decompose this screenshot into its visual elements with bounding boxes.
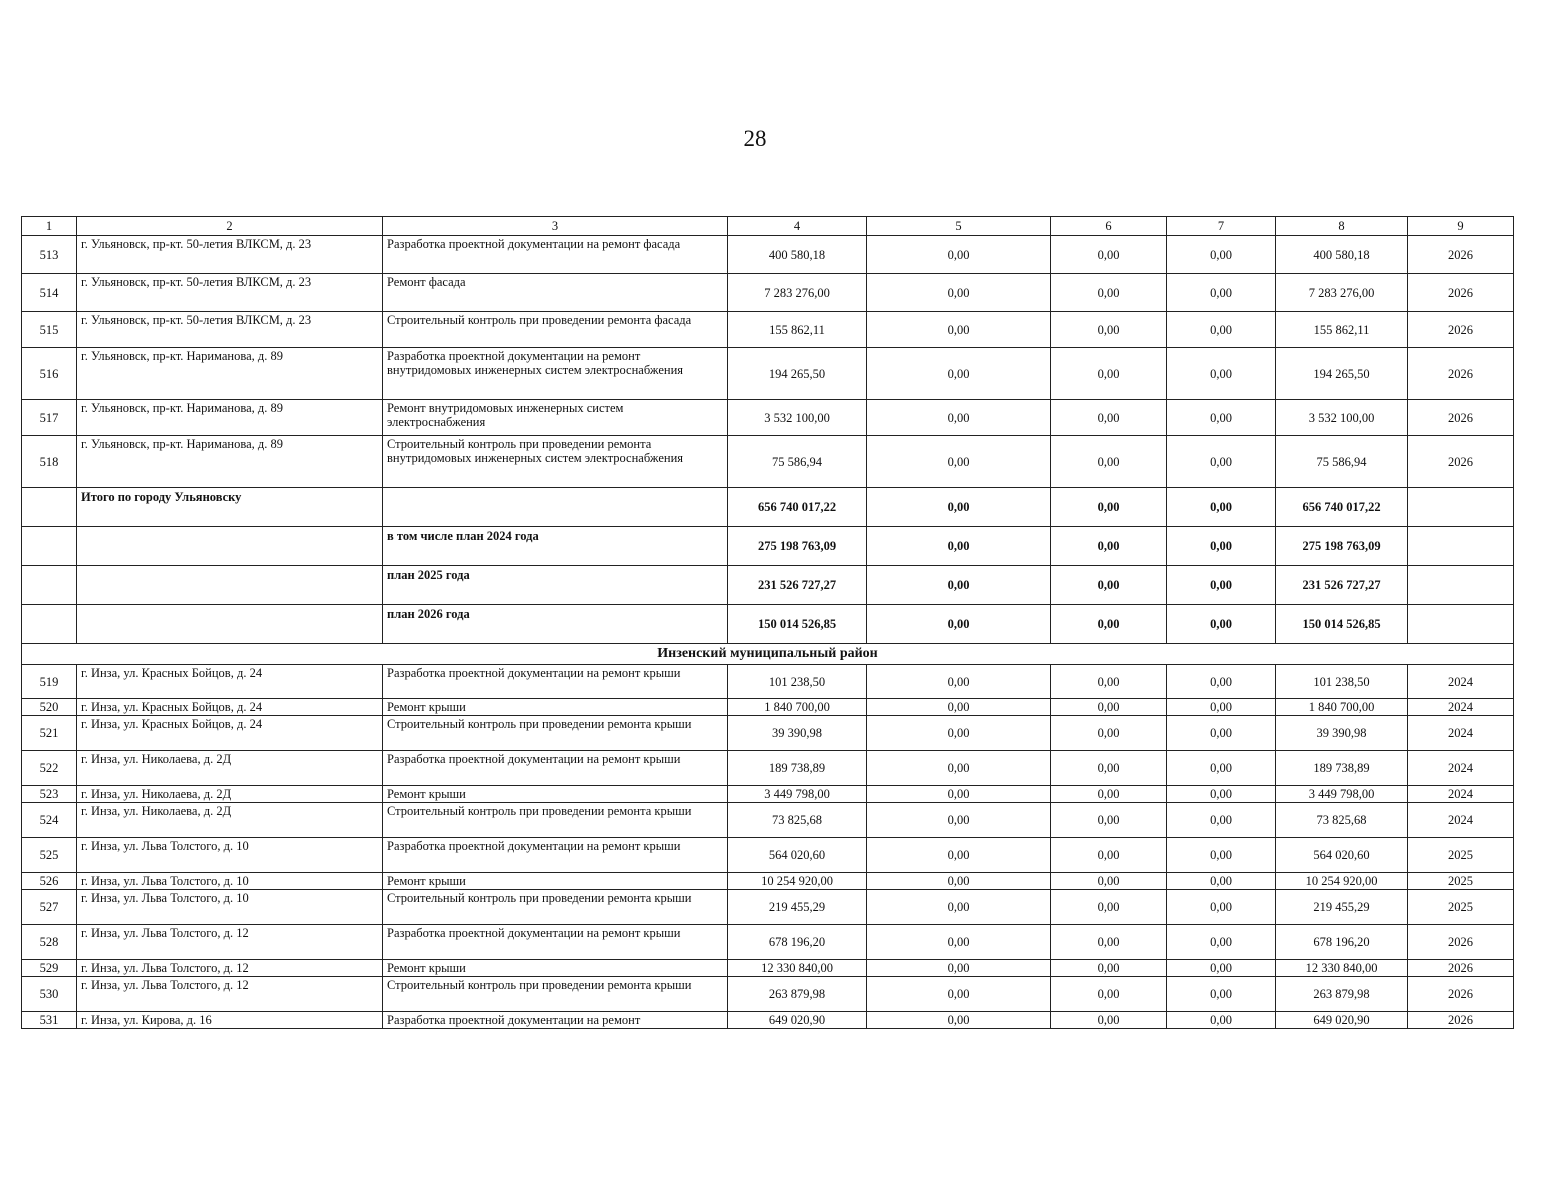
col7-cell: 0,00 bbox=[1167, 1012, 1276, 1029]
col7-cell: 0,00 bbox=[1167, 977, 1276, 1012]
col7-cell: 0,00 bbox=[1167, 925, 1276, 960]
col5-cell: 0,00 bbox=[867, 1012, 1051, 1029]
col7-cell: 0,00 bbox=[1167, 665, 1276, 699]
address-cell: г. Ульяновск, пр-кт. 50-летия ВЛКСМ, д. 23 bbox=[77, 312, 383, 348]
row-number: 525 bbox=[22, 838, 77, 873]
col5-cell: 0,00 bbox=[867, 436, 1051, 488]
work-type-cell: Ремонт фасада bbox=[383, 274, 728, 312]
col7-cell: 0,00 bbox=[1167, 716, 1276, 751]
col8-cell: 564 020,60 bbox=[1276, 838, 1408, 873]
address-cell: г. Инза, ул. Льва Толстого, д. 12 bbox=[77, 960, 383, 977]
col6-cell: 0,00 bbox=[1051, 348, 1167, 400]
year-cell: 2026 bbox=[1408, 312, 1514, 348]
year-cell: 2026 bbox=[1408, 977, 1514, 1012]
table-row bbox=[22, 665, 1514, 699]
total-cost-cell: 39 390,98 bbox=[728, 716, 867, 751]
work-type-cell: Строительный контроль при проведении ремонта внутридомовых инженерных систем электроснабжения bbox=[383, 436, 728, 488]
col5-cell: 0,00 bbox=[867, 873, 1051, 890]
col8-cell: 678 196,20 bbox=[1276, 925, 1408, 960]
table-row bbox=[22, 786, 1514, 803]
total-cost-cell: 263 879,98 bbox=[728, 977, 867, 1012]
col5-cell: 0,00 bbox=[867, 236, 1051, 274]
col8-cell: 400 580,18 bbox=[1276, 236, 1408, 274]
col8-cell: 219 455,29 bbox=[1276, 890, 1408, 925]
address-cell: г. Ульяновск, пр-кт. Нариманова, д. 89 bbox=[77, 436, 383, 488]
total-cost-cell: 564 020,60 bbox=[728, 838, 867, 873]
work-type-cell: Строительный контроль при проведении ремонта фасада bbox=[383, 312, 728, 348]
year-cell: 2026 bbox=[1408, 400, 1514, 436]
total-cost-cell: 656 740 017,22 bbox=[728, 488, 867, 527]
col7-cell: 0,00 bbox=[1167, 605, 1276, 644]
col5-cell: 0,00 bbox=[867, 566, 1051, 605]
year-cell: 2026 bbox=[1408, 236, 1514, 274]
col7-cell: 0,00 bbox=[1167, 786, 1276, 803]
col5-cell: 0,00 bbox=[867, 348, 1051, 400]
work-type-cell: Строительный контроль при проведении ремонта крыши bbox=[383, 716, 728, 751]
work-type-cell: Ремонт крыши bbox=[383, 699, 728, 716]
total-sublabel bbox=[383, 488, 728, 527]
address-cell: г. Инза, ул. Льва Толстого, д. 12 bbox=[77, 977, 383, 1012]
col6-cell: 0,00 bbox=[1051, 803, 1167, 838]
year-cell: 2026 bbox=[1408, 274, 1514, 312]
work-type-cell: Ремонт крыши bbox=[383, 786, 728, 803]
col6-cell: 0,00 bbox=[1051, 488, 1167, 527]
col6-cell: 0,00 bbox=[1051, 274, 1167, 312]
address-cell: г. Инза, ул. Николаева, д. 2Д bbox=[77, 751, 383, 786]
row-number: 523 bbox=[22, 786, 77, 803]
col7-cell: 0,00 bbox=[1167, 751, 1276, 786]
row-number: 526 bbox=[22, 873, 77, 890]
col7-cell: 0,00 bbox=[1167, 348, 1276, 400]
col5-cell: 0,00 bbox=[867, 838, 1051, 873]
address-cell: г. Ульяновск, пр-кт. 50-летия ВЛКСМ, д. 23 bbox=[77, 236, 383, 274]
col8-cell: 3 532 100,00 bbox=[1276, 400, 1408, 436]
col6-cell: 0,00 bbox=[1051, 699, 1167, 716]
table-row bbox=[22, 838, 1514, 873]
total-row bbox=[22, 488, 1514, 527]
total-cost-cell: 649 020,90 bbox=[728, 1012, 867, 1029]
col6-cell: 0,00 bbox=[1051, 236, 1167, 274]
total-label bbox=[77, 566, 383, 605]
total-label: Итого по городу Ульяновску bbox=[77, 488, 383, 527]
total-cost-cell: 275 198 763,09 bbox=[728, 527, 867, 566]
total-cost-cell: 10 254 920,00 bbox=[728, 873, 867, 890]
col7-cell: 0,00 bbox=[1167, 873, 1276, 890]
table-row bbox=[22, 312, 1514, 348]
address-cell: г. Инза, ул. Льва Толстого, д. 10 bbox=[77, 838, 383, 873]
row-number: 529 bbox=[22, 960, 77, 977]
address-cell: г. Инза, ул. Льва Толстого, д. 10 bbox=[77, 873, 383, 890]
table-row bbox=[22, 436, 1514, 488]
col8-cell: 1 840 700,00 bbox=[1276, 699, 1408, 716]
empty-cell bbox=[22, 527, 77, 566]
address-cell: г. Ульяновск, пр-кт. Нариманова, д. 89 bbox=[77, 348, 383, 400]
row-number: 528 bbox=[22, 925, 77, 960]
col8-cell: 263 879,98 bbox=[1276, 977, 1408, 1012]
total-cost-cell: 189 738,89 bbox=[728, 751, 867, 786]
work-type-cell: Строительный контроль при проведении ремонта крыши bbox=[383, 803, 728, 838]
col8-cell: 656 740 017,22 bbox=[1276, 488, 1408, 527]
row-number: 527 bbox=[22, 890, 77, 925]
address-cell: г. Инза, ул. Льва Толстого, д. 12 bbox=[77, 925, 383, 960]
col7-cell: 0,00 bbox=[1167, 527, 1276, 566]
table-row bbox=[22, 699, 1514, 716]
work-type-cell: Разработка проектной документации на ремонт крыши bbox=[383, 751, 728, 786]
row-number: 516 bbox=[22, 348, 77, 400]
total-cost-cell: 12 330 840,00 bbox=[728, 960, 867, 977]
year-cell: 2025 bbox=[1408, 890, 1514, 925]
table-row bbox=[22, 348, 1514, 400]
column-number-row bbox=[22, 217, 1514, 236]
col6-cell: 0,00 bbox=[1051, 890, 1167, 925]
col6-cell: 0,00 bbox=[1051, 751, 1167, 786]
empty-cell bbox=[22, 488, 77, 527]
col6-cell: 0,00 bbox=[1051, 838, 1167, 873]
col6-cell: 0,00 bbox=[1051, 786, 1167, 803]
column-number: 2 bbox=[77, 217, 383, 236]
row-number: 517 bbox=[22, 400, 77, 436]
work-type-cell: Ремонт крыши bbox=[383, 873, 728, 890]
address-cell: г. Инза, ул. Николаева, д. 2Д bbox=[77, 803, 383, 838]
col5-cell: 0,00 bbox=[867, 527, 1051, 566]
row-number: 519 bbox=[22, 665, 77, 699]
total-row bbox=[22, 566, 1514, 605]
col8-cell: 101 238,50 bbox=[1276, 665, 1408, 699]
total-row bbox=[22, 605, 1514, 644]
col8-cell: 12 330 840,00 bbox=[1276, 960, 1408, 977]
work-type-cell: Строительный контроль при проведении ремонта крыши bbox=[383, 977, 728, 1012]
col6-cell: 0,00 bbox=[1051, 1012, 1167, 1029]
col5-cell: 0,00 bbox=[867, 786, 1051, 803]
col6-cell: 0,00 bbox=[1051, 400, 1167, 436]
work-type-cell: Строительный контроль при проведении ремонта крыши bbox=[383, 890, 728, 925]
col7-cell: 0,00 bbox=[1167, 400, 1276, 436]
address-cell: г. Инза, ул. Николаева, д. 2Д bbox=[77, 786, 383, 803]
address-cell: г. Инза, ул. Красных Бойцов, д. 24 bbox=[77, 665, 383, 699]
col8-cell: 75 586,94 bbox=[1276, 436, 1408, 488]
total-cost-cell: 678 196,20 bbox=[728, 925, 867, 960]
year-cell: 2024 bbox=[1408, 751, 1514, 786]
table-row bbox=[22, 236, 1514, 274]
year-cell: 2026 bbox=[1408, 960, 1514, 977]
col6-cell: 0,00 bbox=[1051, 873, 1167, 890]
col8-cell: 649 020,90 bbox=[1276, 1012, 1408, 1029]
address-cell: г. Инза, ул. Кирова, д. 16 bbox=[77, 1012, 383, 1029]
row-number: 521 bbox=[22, 716, 77, 751]
year-cell: 2024 bbox=[1408, 803, 1514, 838]
total-cost-cell: 101 238,50 bbox=[728, 665, 867, 699]
col6-cell: 0,00 bbox=[1051, 925, 1167, 960]
year-cell: 2026 bbox=[1408, 436, 1514, 488]
col6-cell: 0,00 bbox=[1051, 605, 1167, 644]
column-number: 6 bbox=[1051, 217, 1167, 236]
total-label bbox=[77, 527, 383, 566]
total-label bbox=[77, 605, 383, 644]
table-row bbox=[22, 400, 1514, 436]
col7-cell: 0,00 bbox=[1167, 488, 1276, 527]
total-cost-cell: 3 449 798,00 bbox=[728, 786, 867, 803]
empty-cell bbox=[1408, 566, 1514, 605]
address-cell: г. Инза, ул. Красных Бойцов, д. 24 bbox=[77, 699, 383, 716]
row-number: 515 bbox=[22, 312, 77, 348]
empty-cell bbox=[1408, 527, 1514, 566]
col8-cell: 231 526 727,27 bbox=[1276, 566, 1408, 605]
col5-cell: 0,00 bbox=[867, 699, 1051, 716]
empty-cell bbox=[22, 566, 77, 605]
column-number: 5 bbox=[867, 217, 1051, 236]
work-type-cell: Разработка проектной документации на ремонт крыши bbox=[383, 925, 728, 960]
col6-cell: 0,00 bbox=[1051, 312, 1167, 348]
work-type-cell: Разработка проектной документации на ремонт фасада bbox=[383, 236, 728, 274]
empty-cell bbox=[1408, 605, 1514, 644]
row-number: 531 bbox=[22, 1012, 77, 1029]
page-number: 28 bbox=[743, 126, 767, 151]
section-header-row bbox=[22, 644, 1514, 665]
col6-cell: 0,00 bbox=[1051, 566, 1167, 605]
col5-cell: 0,00 bbox=[867, 274, 1051, 312]
col6-cell: 0,00 bbox=[1051, 977, 1167, 1012]
total-row bbox=[22, 527, 1514, 566]
col5-cell: 0,00 bbox=[867, 716, 1051, 751]
col8-cell: 275 198 763,09 bbox=[1276, 527, 1408, 566]
work-type-cell: Ремонт внутридомовых инженерных систем электроснабжения bbox=[383, 400, 728, 436]
col6-cell: 0,00 bbox=[1051, 436, 1167, 488]
table-body bbox=[22, 217, 1514, 1029]
table-row bbox=[22, 803, 1514, 838]
address-cell: г. Инза, ул. Красных Бойцов, д. 24 bbox=[77, 716, 383, 751]
table-row bbox=[22, 925, 1514, 960]
col5-cell: 0,00 bbox=[867, 605, 1051, 644]
total-sublabel: план 2026 года bbox=[383, 605, 728, 644]
total-cost-cell: 73 825,68 bbox=[728, 803, 867, 838]
col5-cell: 0,00 bbox=[867, 803, 1051, 838]
table-row bbox=[22, 751, 1514, 786]
work-type-cell: Ремонт крыши bbox=[383, 960, 728, 977]
table-row bbox=[22, 1012, 1514, 1029]
col8-cell: 155 862,11 bbox=[1276, 312, 1408, 348]
col5-cell: 0,00 bbox=[867, 488, 1051, 527]
total-cost-cell: 1 840 700,00 bbox=[728, 699, 867, 716]
address-cell: г. Инза, ул. Льва Толстого, д. 10 bbox=[77, 890, 383, 925]
column-number: 7 bbox=[1167, 217, 1276, 236]
col7-cell: 0,00 bbox=[1167, 960, 1276, 977]
total-cost-cell: 219 455,29 bbox=[728, 890, 867, 925]
total-sublabel: план 2025 года bbox=[383, 566, 728, 605]
col8-cell: 3 449 798,00 bbox=[1276, 786, 1408, 803]
column-number: 1 bbox=[22, 217, 77, 236]
work-type-cell: Разработка проектной документации на ремонт крыши bbox=[383, 838, 728, 873]
col8-cell: 73 825,68 bbox=[1276, 803, 1408, 838]
total-cost-cell: 194 265,50 bbox=[728, 348, 867, 400]
total-cost-cell: 7 283 276,00 bbox=[728, 274, 867, 312]
col5-cell: 0,00 bbox=[867, 665, 1051, 699]
table-row bbox=[22, 873, 1514, 890]
address-cell: г. Ульяновск, пр-кт. 50-летия ВЛКСМ, д. 23 bbox=[77, 274, 383, 312]
column-number: 8 bbox=[1276, 217, 1408, 236]
work-type-cell: Разработка проектной документации на ремонт внутридомовых инженерных систем электроснабжения bbox=[383, 348, 728, 400]
col7-cell: 0,00 bbox=[1167, 312, 1276, 348]
col7-cell: 0,00 bbox=[1167, 236, 1276, 274]
year-cell: 2025 bbox=[1408, 873, 1514, 890]
total-cost-cell: 3 532 100,00 bbox=[728, 400, 867, 436]
row-number: 514 bbox=[22, 274, 77, 312]
col7-cell: 0,00 bbox=[1167, 699, 1276, 716]
empty-cell bbox=[1408, 488, 1514, 527]
year-cell: 2024 bbox=[1408, 716, 1514, 751]
column-number: 9 bbox=[1408, 217, 1514, 236]
year-cell: 2026 bbox=[1408, 925, 1514, 960]
col8-cell: 150 014 526,85 bbox=[1276, 605, 1408, 644]
column-number: 3 bbox=[383, 217, 728, 236]
total-sublabel: в том числе план 2024 года bbox=[383, 527, 728, 566]
col6-cell: 0,00 bbox=[1051, 960, 1167, 977]
table-row bbox=[22, 716, 1514, 751]
address-cell: г. Ульяновск, пр-кт. Нариманова, д. 89 bbox=[77, 400, 383, 436]
col6-cell: 0,00 bbox=[1051, 665, 1167, 699]
work-type-cell: Разработка проектной документации на ремонт крыши bbox=[383, 665, 728, 699]
col8-cell: 39 390,98 bbox=[1276, 716, 1408, 751]
col6-cell: 0,00 bbox=[1051, 716, 1167, 751]
col6-cell: 0,00 bbox=[1051, 527, 1167, 566]
column-number: 4 bbox=[728, 217, 867, 236]
year-cell: 2024 bbox=[1408, 665, 1514, 699]
col7-cell: 0,00 bbox=[1167, 274, 1276, 312]
col5-cell: 0,00 bbox=[867, 890, 1051, 925]
total-cost-cell: 400 580,18 bbox=[728, 236, 867, 274]
col5-cell: 0,00 bbox=[867, 751, 1051, 786]
col7-cell: 0,00 bbox=[1167, 436, 1276, 488]
row-number: 518 bbox=[22, 436, 77, 488]
total-cost-cell: 231 526 727,27 bbox=[728, 566, 867, 605]
year-cell: 2026 bbox=[1408, 348, 1514, 400]
repair-program-table bbox=[21, 216, 1514, 1029]
col5-cell: 0,00 bbox=[867, 312, 1051, 348]
total-cost-cell: 150 014 526,85 bbox=[728, 605, 867, 644]
col5-cell: 0,00 bbox=[867, 977, 1051, 1012]
table-row bbox=[22, 274, 1514, 312]
col7-cell: 0,00 bbox=[1167, 803, 1276, 838]
year-cell: 2026 bbox=[1408, 1012, 1514, 1029]
col7-cell: 0,00 bbox=[1167, 890, 1276, 925]
row-number: 513 bbox=[22, 236, 77, 274]
total-cost-cell: 155 862,11 bbox=[728, 312, 867, 348]
row-number: 520 bbox=[22, 699, 77, 716]
year-cell: 2025 bbox=[1408, 838, 1514, 873]
col7-cell: 0,00 bbox=[1167, 838, 1276, 873]
row-number: 530 bbox=[22, 977, 77, 1012]
col5-cell: 0,00 bbox=[867, 960, 1051, 977]
empty-cell bbox=[22, 605, 77, 644]
section-title: Инзенский муниципальный район bbox=[22, 644, 1514, 665]
row-number: 524 bbox=[22, 803, 77, 838]
col5-cell: 0,00 bbox=[867, 400, 1051, 436]
col8-cell: 194 265,50 bbox=[1276, 348, 1408, 400]
col8-cell: 7 283 276,00 bbox=[1276, 274, 1408, 312]
total-cost-cell: 75 586,94 bbox=[728, 436, 867, 488]
work-type-cell: Разработка проектной документации на ремонт bbox=[383, 1012, 728, 1029]
col8-cell: 10 254 920,00 bbox=[1276, 873, 1408, 890]
col5-cell: 0,00 bbox=[867, 925, 1051, 960]
table-row bbox=[22, 977, 1514, 1012]
row-number: 522 bbox=[22, 751, 77, 786]
col7-cell: 0,00 bbox=[1167, 566, 1276, 605]
table-row bbox=[22, 890, 1514, 925]
year-cell: 2024 bbox=[1408, 699, 1514, 716]
col8-cell: 189 738,89 bbox=[1276, 751, 1408, 786]
year-cell: 2024 bbox=[1408, 786, 1514, 803]
table-row bbox=[22, 960, 1514, 977]
